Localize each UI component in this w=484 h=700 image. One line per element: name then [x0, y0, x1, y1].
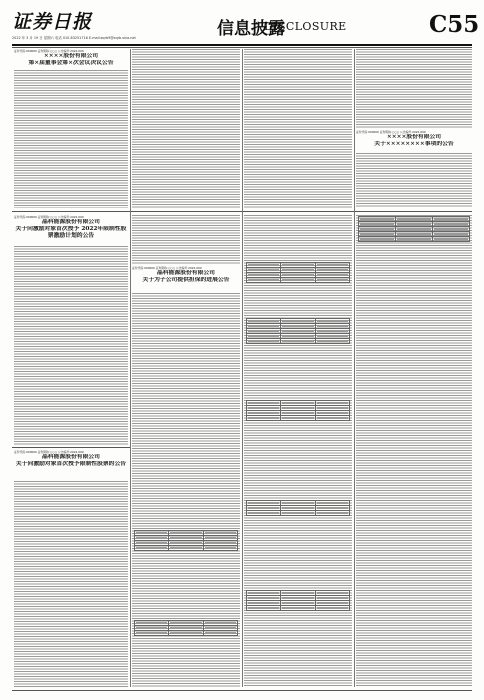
announcement-code-line: 证券代码:000000 证券简称:○○○ 公告编号:2022-000 — [356, 130, 426, 134]
issue-meta: 2022 年 3 月 19 日 星期六 电话 010-83251716 E-mail:zqrb9@zqrb.sina.net — [12, 36, 136, 40]
announcement-5-heading — [14, 450, 128, 480]
announcement-3-body — [14, 246, 128, 446]
data-table — [246, 590, 350, 611]
article-body-column — [244, 49, 352, 208]
article-body-column — [356, 215, 472, 687]
company-name: ××××股份有限公司 — [386, 134, 442, 140]
announcement-5-body — [14, 481, 128, 687]
section-title-en: DISCLOSURE — [264, 20, 347, 33]
newspaper-logo: 证券日报 — [12, 11, 93, 33]
announcement-title: 关于向激励对象首次授予 2022年限制性股票激励计划的公告 — [15, 226, 127, 239]
announcement-title: 关于××××××××事项的公告 — [374, 141, 454, 147]
masthead — [12, 6, 480, 44]
article-body-column — [132, 215, 240, 265]
footer-rule — [12, 690, 472, 691]
masthead-rule — [12, 44, 472, 46]
announcement-code-line: 证券代码:000000 证券简称:○○○ 公告编号:2022-000 — [132, 266, 202, 270]
announcement-code-line: 证券代码:000000 证券简称:○○○ 公告编号:2022-000 — [14, 450, 84, 454]
page-number: C55 — [429, 11, 480, 38]
article-body-column — [244, 215, 352, 687]
horizontal-divider — [12, 447, 130, 448]
announcement-code-line: 证券代码:000000 证券简称:○○○ 公告编号:2022-000 — [14, 49, 84, 53]
announcement-title: 关于向激励对象首次授予限制性股票的公告 — [15, 461, 127, 467]
article-body-column — [132, 49, 240, 208]
announcement-3-heading — [14, 215, 128, 245]
company-name: 晶科能源股份有限公司 — [157, 270, 215, 276]
data-table — [246, 262, 350, 283]
data-table — [246, 400, 350, 421]
company-name: ××××股份有限公司 — [43, 53, 99, 59]
company-name: 晶科能源股份有限公司 — [42, 219, 100, 225]
article-body-column — [356, 49, 472, 129]
data-table — [246, 500, 350, 516]
data-table — [134, 530, 238, 551]
data-table — [358, 216, 470, 242]
announcement-1-heading — [14, 49, 128, 69]
column-divider — [242, 49, 243, 687]
data-table — [134, 620, 238, 636]
announcement-1-body — [14, 70, 128, 208]
announcement-title: 第×届董事会第×次会议决议公告 — [28, 60, 114, 66]
announcement-4-heading — [132, 266, 240, 292]
announcement-2-heading — [356, 130, 472, 152]
column-divider — [130, 49, 131, 687]
masthead-rule-thin — [12, 47, 472, 48]
data-table — [246, 318, 350, 344]
company-name: 晶科能源股份有限公司 — [42, 454, 100, 460]
column-divider — [354, 49, 355, 687]
announcement-2-body — [356, 153, 472, 208]
section-title: 信息披露 — [217, 19, 285, 39]
announcement-title: 关于为子公司提供担保的进展公告 — [142, 277, 230, 283]
announcement-code-line: 证券代码:000000 证券简称:○○○ 公告编号:2022-000 — [14, 215, 84, 219]
